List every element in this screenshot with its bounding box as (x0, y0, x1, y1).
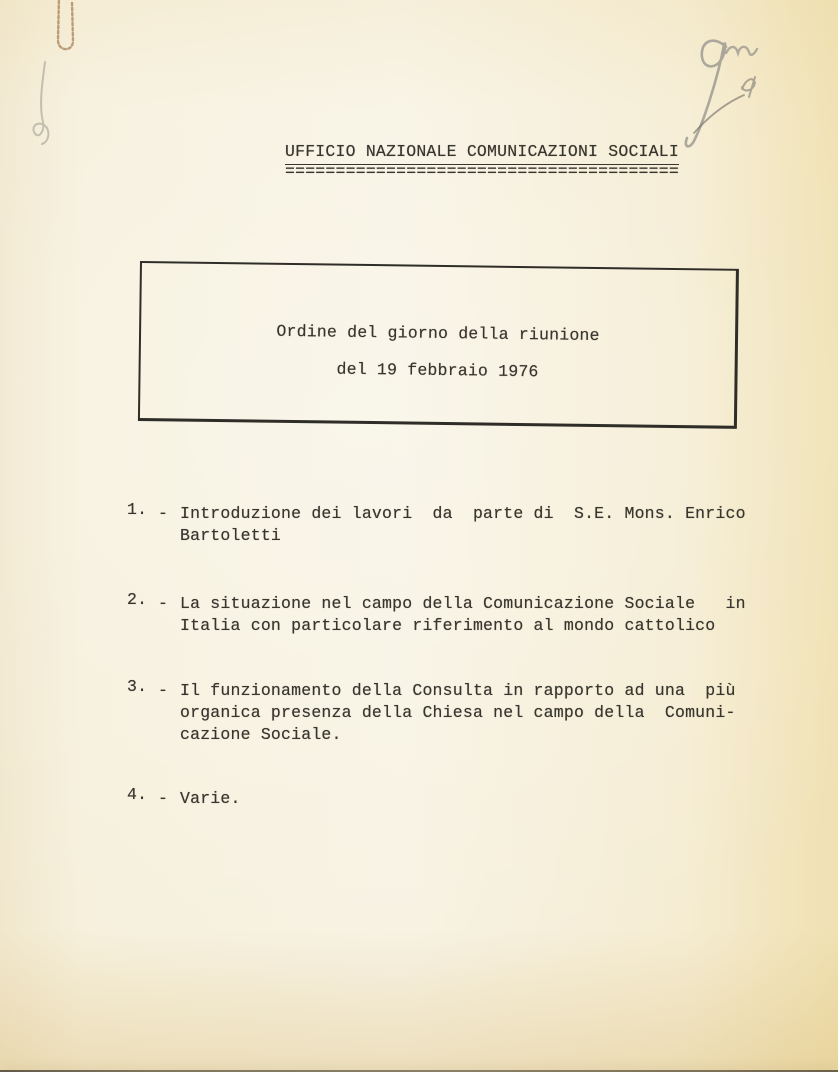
item-text (180, 788, 241, 810)
document-header (285, 141, 679, 179)
item-text (180, 593, 746, 637)
item-text (180, 680, 736, 746)
item-text (180, 503, 746, 547)
item-line: Il funzionamento della Consulta in rapporto ad una più (180, 681, 736, 700)
scan-bottom-edge (0, 1072, 838, 1080)
item-line: cazione Sociale. (180, 725, 342, 744)
header-title: UFFICIO NAZIONALE COMUNICAZIONI SOCIALI (285, 141, 679, 165)
agenda-item-1 (127, 500, 746, 547)
item-dash: - (158, 789, 169, 808)
item-line: Italia con particolare riferimento al mondo cattolico (180, 616, 716, 635)
item-line: Introduzione dei lavori da parte di S.E. Mons. Enrico (180, 504, 746, 523)
item-number: 3. (127, 677, 148, 696)
agenda-item-4 (127, 785, 241, 810)
item-dash: - (158, 681, 169, 700)
item-number: 4. (127, 785, 148, 804)
agenda-item-3 (127, 677, 736, 746)
handwriting-scribble-mark (660, 33, 800, 153)
item-line: organica presenza della Chiesa nel campo della Comuni- (180, 703, 736, 722)
agenda-item-2 (127, 590, 746, 637)
item-line: Varie. (180, 789, 241, 808)
item-dash: - (158, 594, 169, 613)
item-line: Bartoletti (180, 526, 282, 545)
item-number: 1. (127, 500, 148, 519)
header-underline: ======================================= (285, 162, 679, 181)
agenda-title-line-1: Ordine del giorno della riunione (276, 321, 600, 346)
item-number: 2. (127, 590, 148, 609)
agenda-title-line-2: del 19 febbraio 1976 (336, 359, 539, 382)
pencil-check-mark (12, 58, 76, 153)
item-dash: - (158, 504, 169, 523)
agenda-title-box (138, 261, 739, 429)
item-line: La situazione nel campo della Comunicazione Sociale in (180, 594, 746, 613)
